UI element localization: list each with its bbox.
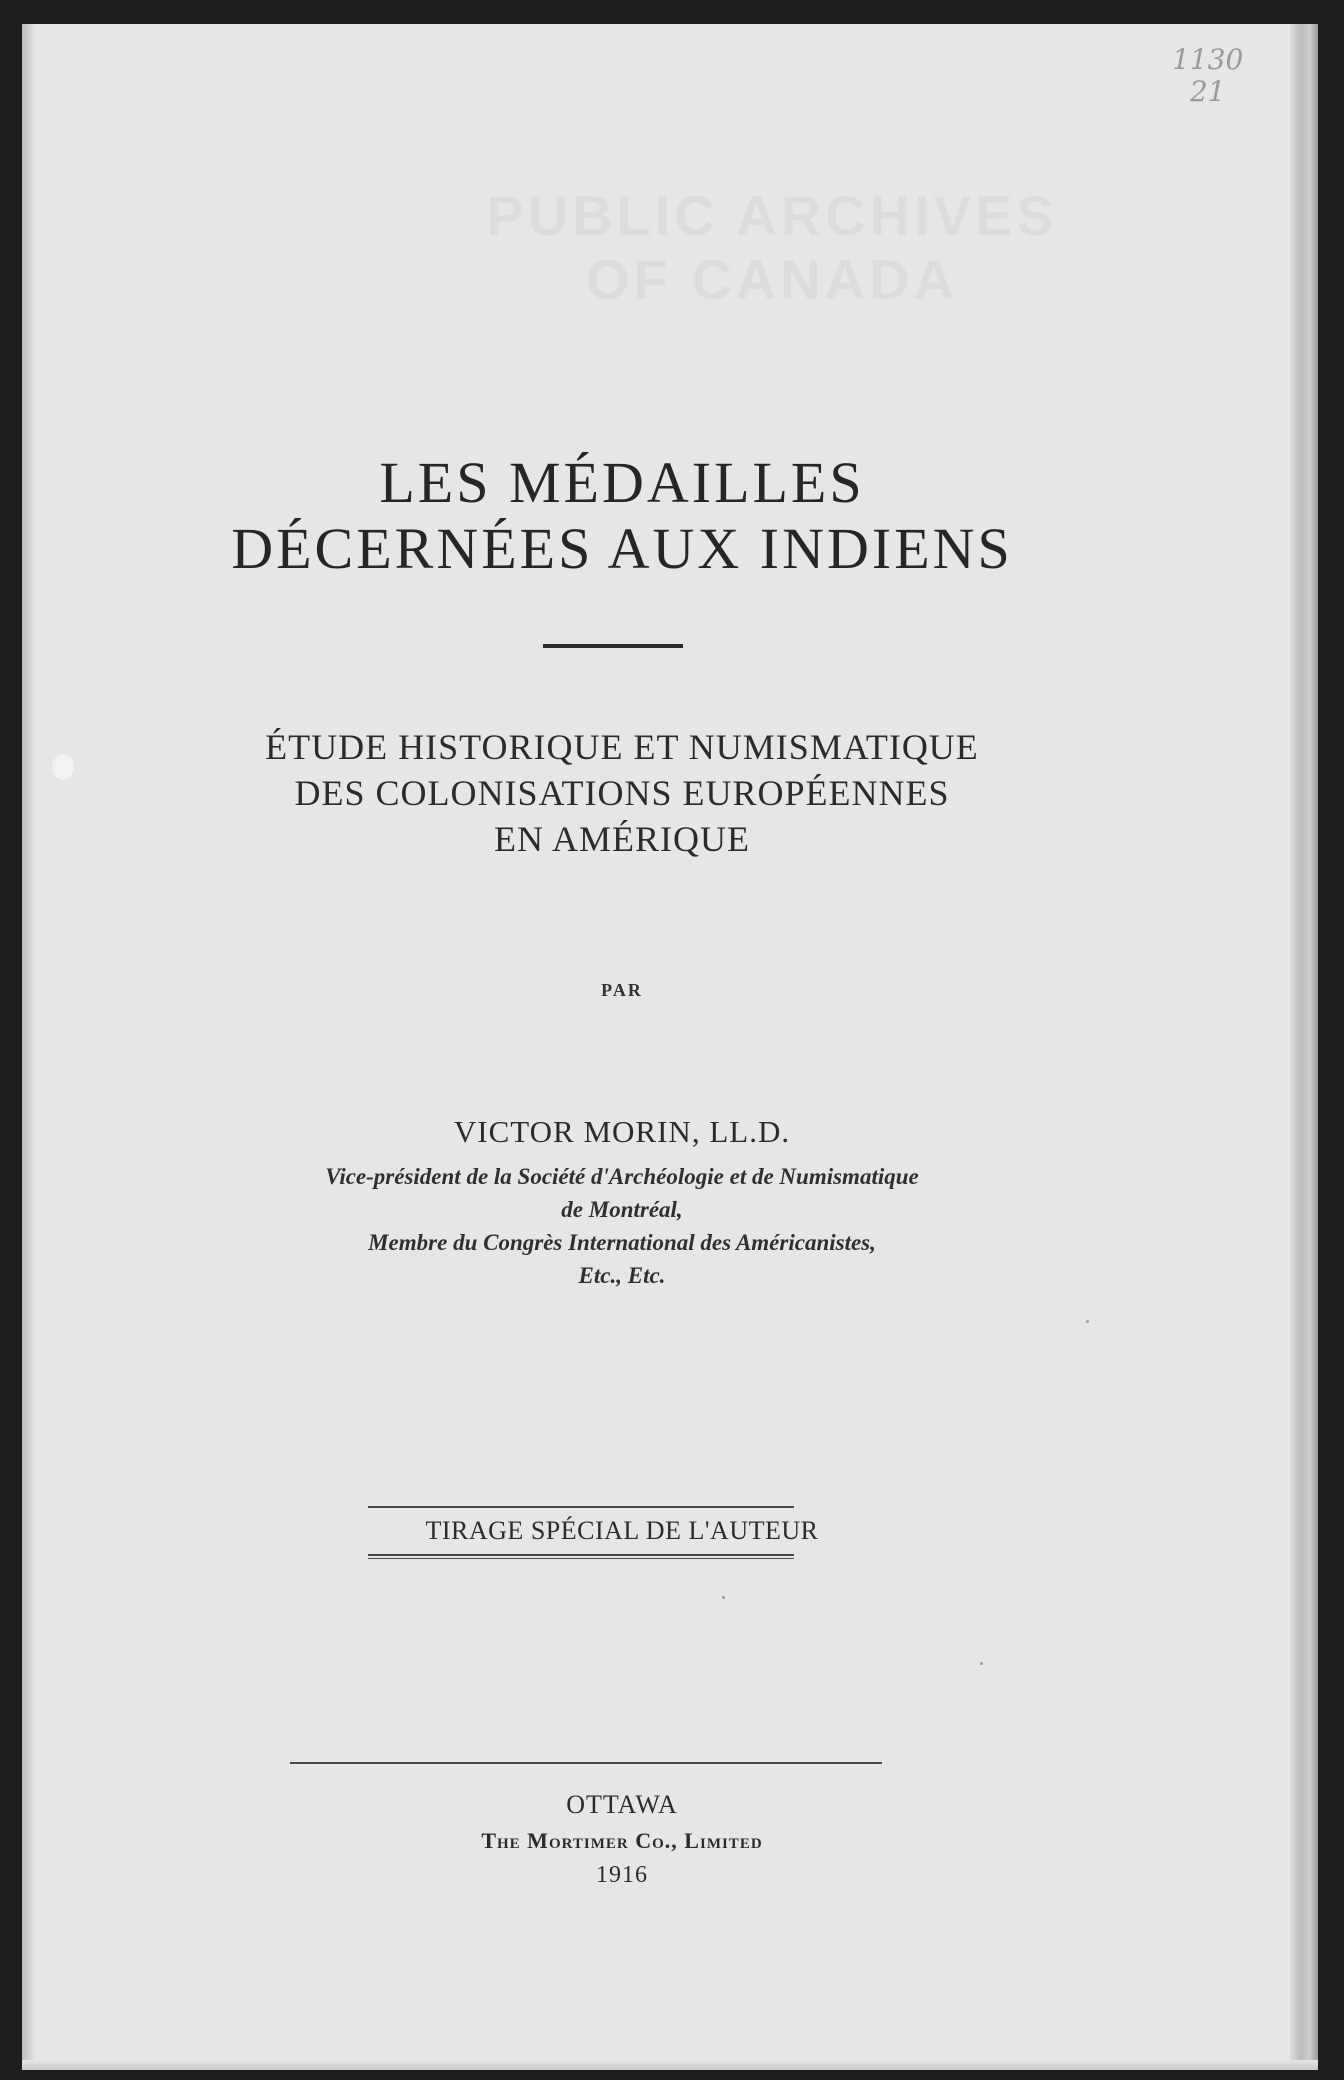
affiliation-line-2: de Montréal, (561, 1197, 683, 1222)
subtitle-line-3: EN AMÉRIQUE (494, 819, 750, 859)
by-label: PAR (601, 980, 643, 1000)
paper-speck (1086, 1320, 1089, 1323)
imprint-year: 1916 (596, 1862, 648, 1888)
imprint-publisher: The Mortimer Co., Limited (481, 1828, 763, 1853)
title-line-1: LES MÉDAILLES (379, 450, 865, 515)
edition-note: TIRAGE SPÉCIAL DE L'AUTEUR (425, 1516, 819, 1545)
imprint-divider (290, 1762, 882, 1764)
title-page (22, 24, 1318, 2070)
edition-rule-bottom-double (368, 1558, 794, 1559)
archives-stamp-watermark (452, 184, 1092, 312)
stamp-line-2: OF CANADA (586, 248, 958, 311)
author-affiliations (22, 1160, 1222, 1292)
subtitle-line-2: DES COLONISATIONS EUROPÉENNES (294, 773, 950, 813)
page-bottom-shadow (22, 2060, 1318, 2070)
page-edge-shadow (1290, 24, 1318, 2070)
affiliation-line-1: Vice-président de la Société d'Archéologie et de Numismatique (325, 1164, 919, 1189)
edition-rule-bottom (368, 1554, 794, 1556)
handwritten-line-2: 21 (1189, 75, 1226, 108)
book-title (22, 450, 1222, 582)
stamp-line-1: PUBLIC ARCHIVES (486, 184, 1058, 247)
imprint-city: OTTAWA (566, 1790, 678, 1819)
page-binding-shadow (22, 24, 36, 2070)
book-subtitle (22, 724, 1222, 862)
title-line-2: DÉCERNÉES AUX INDIENS (231, 516, 1013, 581)
subtitle-line-1: ÉTUDE HISTORIQUE ET NUMISMATIQUE (265, 727, 979, 767)
paper-speck (980, 1662, 983, 1665)
title-divider (543, 644, 683, 648)
affiliation-line-3: Membre du Congrès International des Américanistes, (368, 1230, 876, 1255)
paper-blemish (52, 754, 74, 780)
author-name: VICTOR MORIN, LL.D. (453, 1114, 791, 1149)
handwritten-catalog-number (1172, 44, 1243, 108)
edition-rule-top (368, 1506, 794, 1508)
affiliation-line-4: Etc., Etc. (578, 1263, 666, 1288)
paper-speck (722, 1596, 725, 1599)
handwritten-line-1: 1130 (1172, 43, 1244, 76)
